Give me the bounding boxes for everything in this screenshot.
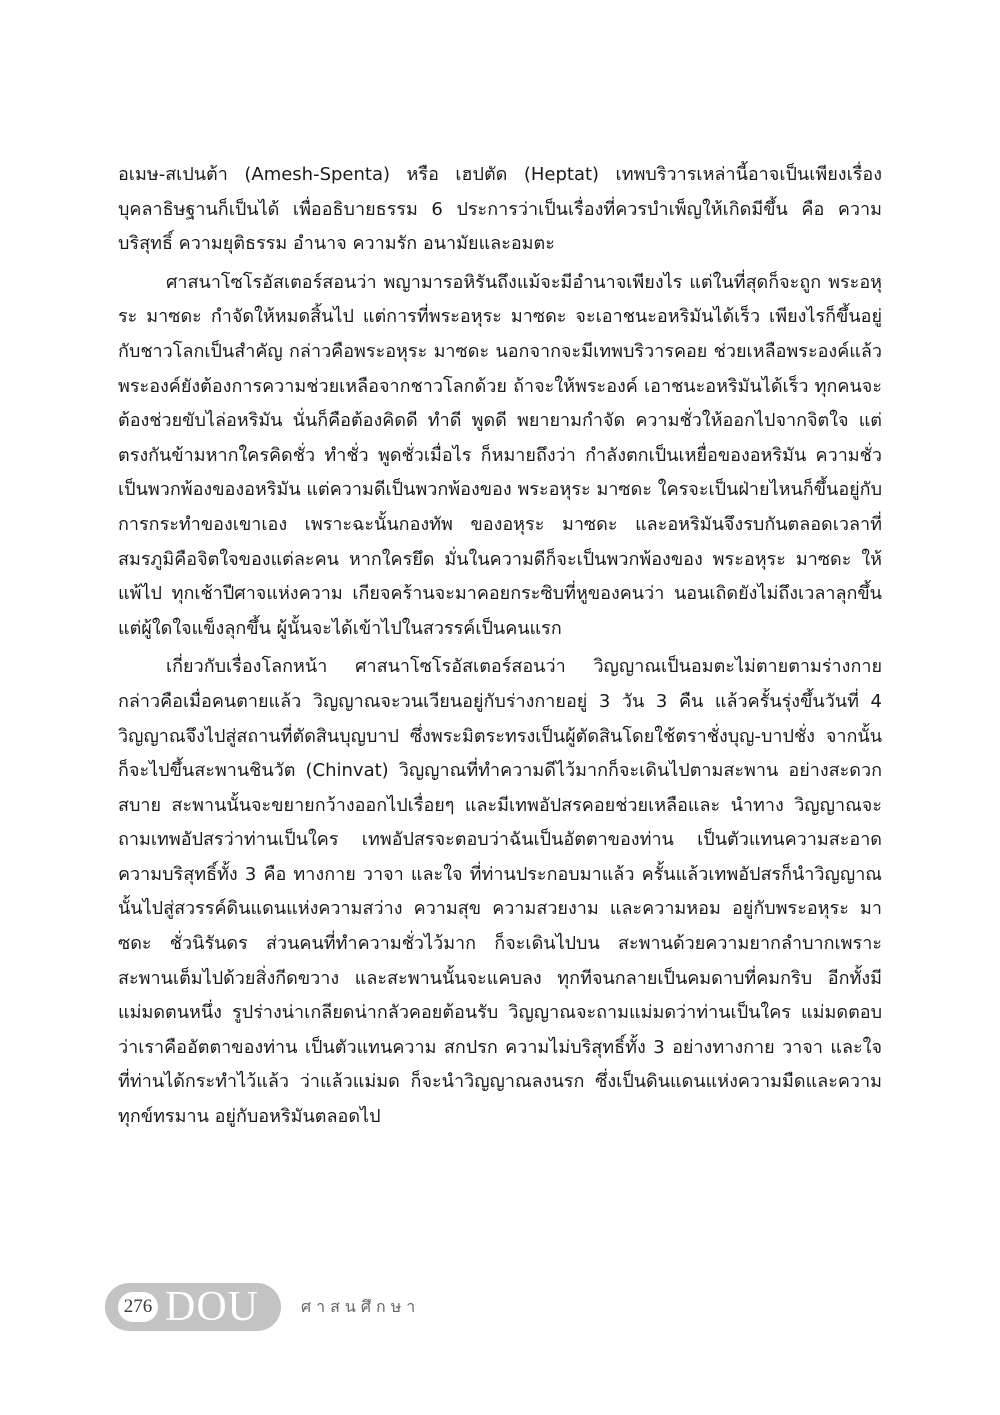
paragraph-2: ศาสนาโซโรอัสเตอร์สอนว่า พญามารอหิรันถึงแม้จะมีอำนาจเพียงไร แต่ในที่สุดก็จะถูก พระอหุระ มาซดะ กำจัดให้หมดสิ้นไป แต่การที่พระอหุระ มาซดะ จะเอาชนะอหริมันได้เร็ว เพียงไรก็ขึ้นอยู่กับชาวโลกเป็นสำคัญ กล่าวคือพระอหุระ มาซดะ นอกจากจะมีเทพบริวารคอย ช่วยเหลือพระองค์แล้ว พระองค์ยังต้องการความช่วยเหลือจากชาวโลกด้วย ถ้าจะให้พระองค์ เอาชนะอหริมันได้เร็ว ทุกคนจะต้องช่วยขับไล่อหริมัน นั่นก็คือต้องคิดดี ทำดี พูดดี พยายามกำจัด ความชั่วให้ออกไปจากจิตใจ แต่ตรงกันข้ามหากใครคิดชั่ว ทำชั่ว พูดชั่วเมื่อไร ก็หมายถึงว่า กำลังตกเป็นเหยื่อของอหริมัน ความชั่วเป็นพวกพ้องของอหริมัน แต่ความดีเป็นพวกพ้องของ พระอหุระ มาซดะ ใครจะเป็นฝ่ายไหนก็ขึ้นอยู่กับการกระทำของเขาเอง เพราะฉะนั้นกองทัพ ของอหุระ มาซดะ และอหริมันจึงรบกันตลอดเวลาที่สมรภูมิคือจิตใจของแต่ละคน หากใครยึด มั่นในความดีก็จะเป็นพวกพ้องของ พระอหุระ มาซดะ ให้แพ้ไป ทุกเช้าปีศาจแห่งความ เกียจคร้านจะมาคอยกระซิบที่หูของคนว่า นอนเถิดยังไม่ถึงเวลาลุกขึ้น แต่ผู้ใดใจแข็งลุกขึ้น ผู้นั้นจะได้เข้าไปในสวรรค์เป็นคนแรก	[118, 271, 882, 639]
paragraph-1: อเมษ-สเปนต้า (Amesh-Spenta) หรือ เฮปตัด (Heptat) เทพบริวารเหล่านี้อาจเป็นเพียงเรื่อง บุคลาธิษฐานก็เป็นได้ เพื่ออธิบายธรรม 6 ประการว่าเป็นเรื่องที่ควรบำเพ็ญให้เกิดมีขึ้น คือ ความ บริสุทธิ์ ความยุติธรรม อำนาจ ความรัก อนามัยและอมตะ	[118, 164, 882, 255]
page-badge	[105, 1283, 281, 1331]
page-number: 276	[118, 1292, 158, 1322]
book-title: ศาสนศึกษา	[301, 1296, 421, 1316]
paragraph-3: เกี่ยวกับเรื่องโลกหน้า ศาสนาโซโรอัสเตอร์สอนว่า วิญญาณเป็นอมตะไม่ตายตามร่างกาย กล่าวคือเมื่อคนตายแล้ว วิญญาณจะวนเวียนอยู่กับร่างกายอยู่ 3 วัน 3 คืน แล้วครั้นรุ่งขึ้นวันที่ 4 วิญญาณจึงไปสู่สถานที่ตัดสินบุญบาป ซึ่งพระมิตระทรงเป็นผู้ตัดสินโดยใช้ตราชั่งบุญ-บาปชั่ง จากนั้นก็จะไปขึ้นสะพานชินวัต (Chinvat) วิญญาณที่ทำความดีไว้มากก็จะเดินไปตามสะพาน อย่างสะดวกสบาย สะพานนั้นจะขยายกว้างออกไปเรื่อยๆ และมีเทพอัปสรคอยช่วยเหลือและ นำทาง วิญญาณจะถามเทพอัปสรว่าท่านเป็นใคร เทพอัปสรจะตอบว่าฉันเป็นอัตตาของท่าน เป็นตัวแทนความสะอาด ความบริสุทธิ์ทั้ง 3 คือ ทางกาย วาจา และใจ ที่ท่านประกอบมาแล้ว ครั้นแล้วเทพอัปสรก็นำวิญญาณนั้นไปสู่สวรรค์ดินแดนแห่งความสว่าง ความสุข ความสวยงาม และความหอม อยู่กับพระอหุระ มาซดะ ชั่วนิรันดร ส่วนคนที่ทำความชั่วไว้มาก ก็จะเดินไปบน สะพานด้วยความยากลำบากเพราะสะพานเต็มไปด้วยสิ่งกีดขวาง และสะพานนั้นจะแคบลง ทุกทีจนกลายเป็นคมดาบที่คมกริบ อีกทั้งมีแม่มดตนหนึ่ง รูปร่างน่าเกลียดน่ากลัวคอยต้อนรับ วิญญาณจะถามแม่มดว่าท่านเป็นใคร แม่มดตอบว่าเราคืออัตตาของท่าน เป็นตัวแทนความ สกปรก ความไม่บริสุทธิ์ทั้ง 3 อย่างทางกาย วาจา และใจ ที่ท่านได้กระทำไว้แล้ว ว่าแล้วแม่มด ก็จะนำวิญญาณลงนรก ซึ่งเป็นดินแดนแห่งความมืดและความทุกข์ทรมาน อยู่กับอหริมันตลอดไป	[118, 656, 882, 1128]
page-footer	[105, 1283, 420, 1331]
dou-logo: DOU	[165, 1284, 259, 1330]
body-text	[118, 158, 882, 1139]
